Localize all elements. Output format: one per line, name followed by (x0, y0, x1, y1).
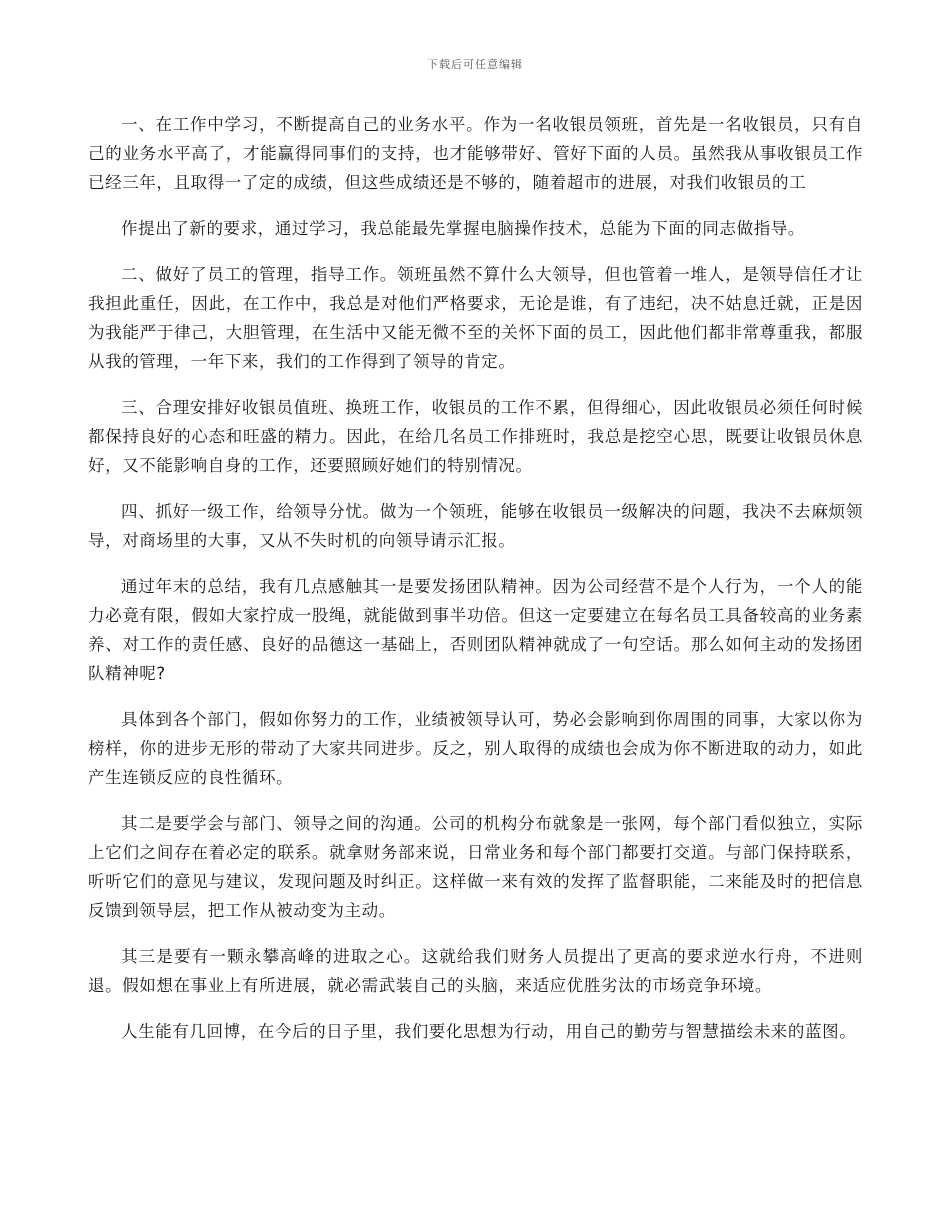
paragraph: 通过年末的总结，我有几点感触其一是要发扬团队精神。因为公司经营不是个人行为，一个人的能力必竟有限，假如大家拧成一股绳，就能做到事半功倍。但这一定要建立在每名员工具备较高的业务素养、对工作的责任感、良好的品德这一基础上，否则团队精神就成了一句空话。那么如何主动的发扬团队精神呢? (88, 577, 863, 683)
page-header: 下载后可任意编辑 (427, 58, 523, 71)
paragraph: 二、做好了员工的管理，指导工作。领班虽然不算什么大领导，但也管着一堆人，是领导信任才让我担此重任，因此，在工作中，我总是对他们严格要求，无论是谁，有了违纪，决不姑息迁就，正是因为我能严于律己，大胆管理，在生活中又能无微不至的关怀下面的员工，因此他们都非常尊重我，都服从我的管理，一年下来，我们的工作得到了领导的肯定。 (88, 265, 863, 371)
paragraph: 三、合理安排好收银员值班、换班工作，收银员的工作不累，但得细心，因此收银员必须任何时候都保持良好的心态和旺盛的精力。因此，在给几名员工作排班时，我总是挖空心思，既要让收银员休息好，又不能影响自身的工作，还要照顾好她们的特别情况。 (88, 398, 863, 475)
document-body (88, 110, 863, 1063)
paragraph: 作提出了新的要求，通过学习，我总能最先掌握电脑操作技术，总能为下面的同志做指导。 (121, 219, 805, 238)
paragraph: 具体到各个部门，假如你努力的工作，业绩被领导认可，势必会影响到你周围的同事，大家以你为榜样，你的进步无形的带动了大家共同进步。反之，别人取得的成绩也会成为你不断进取的动力，如此产生连锁反应的良性循环。 (88, 710, 863, 787)
paragraph: 四、抓好一级工作，给领导分忧。做为一个领班，能够在收银员一级解决的问题，我决不去麻烦领导，对商场里的大事，又从不失时机的向领导请示汇报。 (88, 502, 863, 550)
paragraph: 一、在工作中学习，不断提高自己的业务水平。作为一名收银员领班，首先是一名收银员，只有自己的业务水平高了，才能赢得同事们的支持，也才能够带好、管好下面的人员。虽然我从事收银员工作已经三年，且取得一了定的成绩，但这些成绩还是不够的，随着超市的进展，对我们收银员的工 (88, 115, 863, 192)
paragraph: 人生能有几回博，在今后的日子里，我们要化思想为行动，用自己的勤劳与智慧描绘未来的蓝图。 (121, 1022, 857, 1041)
paragraph: 其三是要有一颗永攀高峰的进取之心。这就给我们财务人员提出了更高的要求逆水行舟，不进则退。假如想在事业上有所进展，就必需武装自己的头脑，来适应优胜劣汰的市场竞争环境。 (88, 947, 863, 995)
paragraph: 其二是要学会与部门、领导之间的沟通。公司的机构分布就象是一张网，每个部门看似独立，实际上它们之间存在着必定的联系。就拿财务部来说，日常业务和每个部门都要打交道。与部门保持联系，听听它们的意见与建议，发现问题及时纠正。这样做一来有效的发挥了监督职能，二来能及时的把信息反馈到领导层，把工作从被动变为主动。 (88, 814, 863, 920)
